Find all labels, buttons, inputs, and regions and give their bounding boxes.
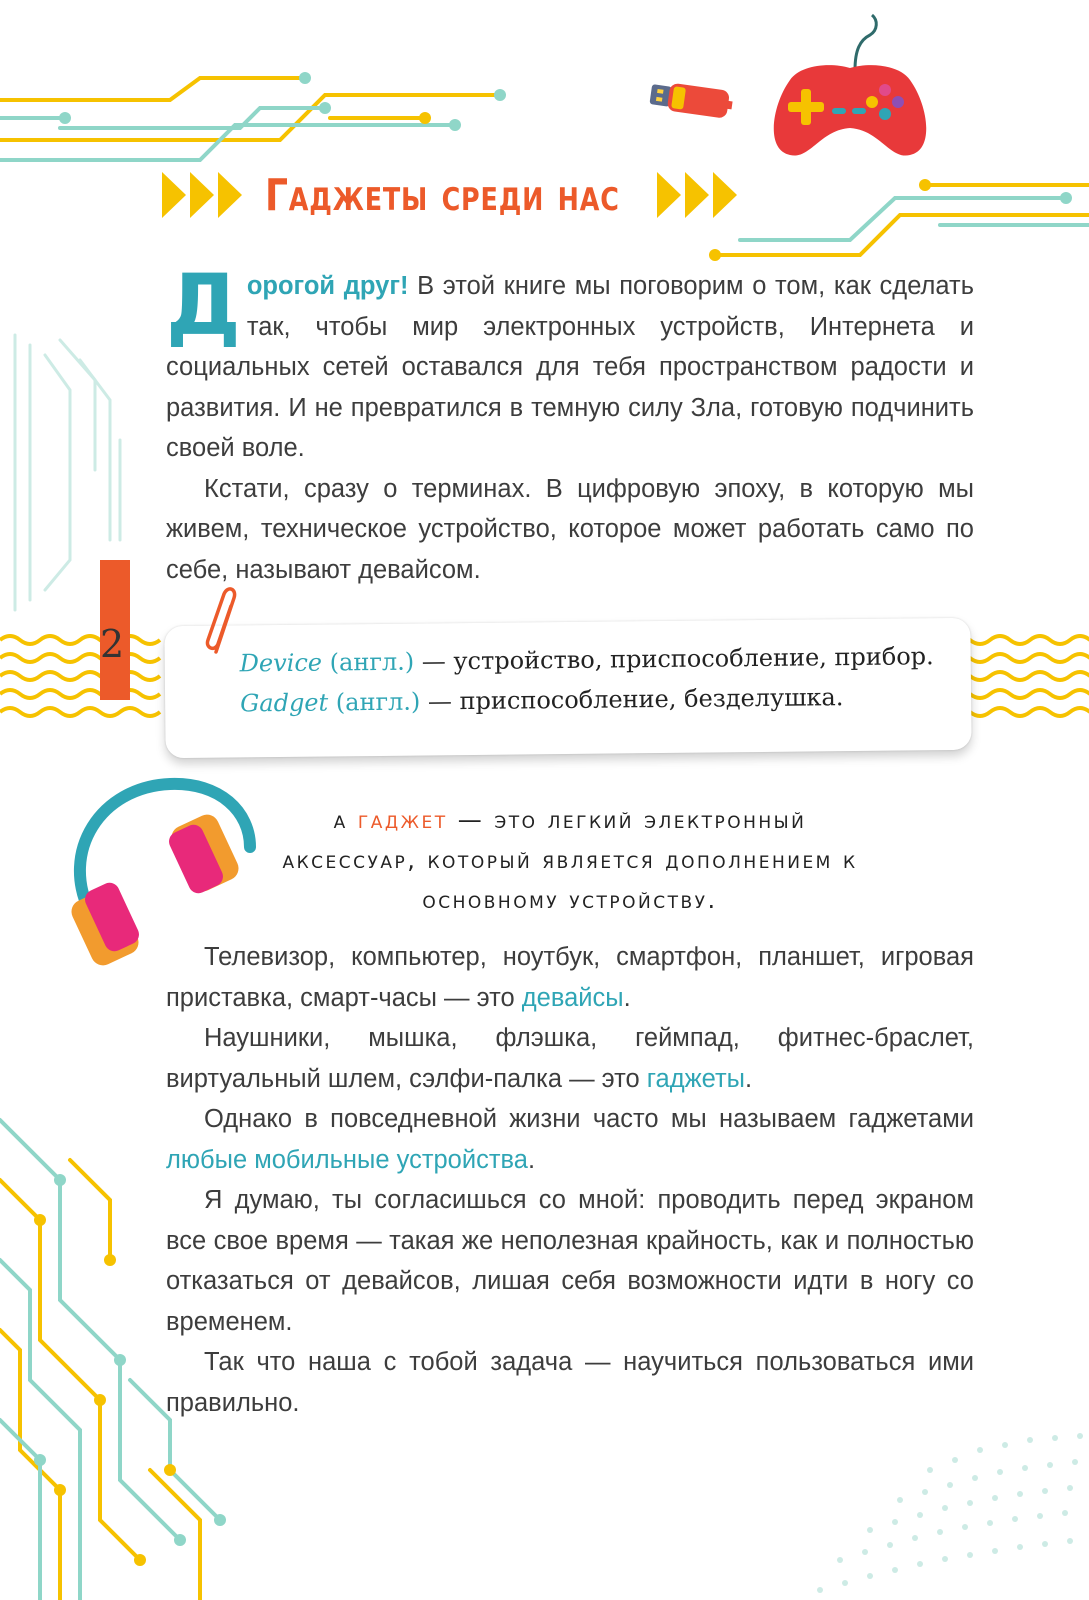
paperclip-icon	[204, 586, 246, 658]
intro-lead: орогой друг!	[246, 272, 409, 300]
body-text	[166, 937, 974, 1423]
devices-text: Телевизор, компьютер, ноутбук, смартфон, планшет, игровая приставка, смарт-часы — это	[166, 943, 974, 1012]
gadgets-term: гаджеты	[646, 1064, 745, 1093]
drop-cap: Д	[166, 256, 241, 354]
page-title: Гаджеты среди нас	[265, 170, 620, 221]
page-number: 2	[100, 622, 125, 666]
task-paragraph: Так что наша с тобой задача — научиться пользоваться ими правильно.	[166, 1348, 974, 1417]
gamepad-icon	[760, 10, 940, 170]
punctuation: .	[527, 1145, 536, 1174]
arrows-right-icon	[655, 170, 745, 220]
term-language: (англ.)	[329, 647, 415, 677]
punctuation: .	[623, 983, 631, 1012]
page-number-tab	[100, 560, 130, 700]
arrows-left-icon	[160, 170, 250, 220]
term-language: (англ.)	[335, 687, 421, 717]
callout-highlight: гаджет	[357, 806, 448, 834]
balance-paragraph: Я думаю, ты согласишься со мной: проводить перед экраном все свое время — такая же неполезная крайность, как и полностью отказаться от девайсов, лишая себя возможности идти в ногу со временем.	[166, 1186, 974, 1336]
intro-paragraph	[166, 256, 974, 469]
callout-before: а	[333, 806, 358, 834]
intro-body: В этой книге мы поговорим о том, как сделать так, чтобы мир электронных устройств, Интернета и социальных сетей оставался для тебя пространством радости и развития. И не превратился в темную силу Зла, готовую подчинить своей воле.	[166, 272, 974, 462]
definition-note	[164, 618, 971, 758]
definition-gadget	[240, 683, 844, 717]
mobile-term: любые мобильные устройства	[166, 1145, 528, 1174]
terms-paragraph: Кстати, сразу о терминах. В цифровую эпоху, в которую мы живем, техническое устройство, которое может работать само по себе, называют девайсом.	[166, 474, 974, 584]
callout-after: — это легкий электронный аксессуар, который является дополнением к основному устройству.	[282, 806, 858, 914]
term-gadget: Gadget	[239, 688, 329, 718]
intro-text	[166, 256, 974, 590]
mobile-text: Однако в повседневной жизни часто мы называем гаджетами	[204, 1105, 974, 1133]
term-device: Device	[239, 648, 323, 678]
title-row	[160, 162, 760, 232]
definition-text: — устройство, приспособление, прибор.	[414, 642, 934, 676]
mobile-paragraph	[166, 1099, 974, 1180]
gadget-callout	[270, 800, 870, 920]
devices-paragraph	[166, 937, 974, 1018]
usb-flash-drive-icon	[648, 78, 738, 128]
punctuation: .	[744, 1064, 753, 1093]
definition-device	[240, 642, 934, 677]
gadgets-paragraph	[166, 1018, 974, 1099]
gadgets-text: Наушники, мышка, флэшка, геймпад, фитнес-браслет, виртуальный шлем, сэлфи-палка — это	[166, 1024, 974, 1093]
devices-term: девайсы	[521, 983, 624, 1012]
definition-text: — приспособление, безделушка.	[420, 683, 844, 716]
